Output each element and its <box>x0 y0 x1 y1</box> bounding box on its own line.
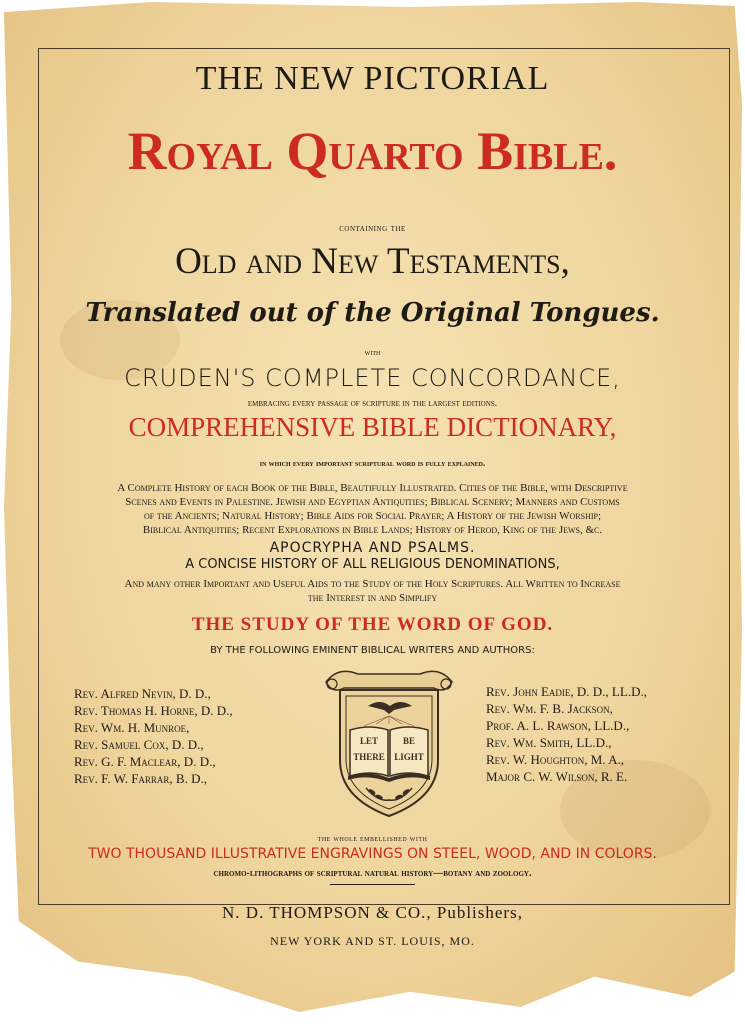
publisher-name: N. D. THOMPSON & CO., Publishers, <box>222 903 523 922</box>
open-bible-shield-emblem <box>318 660 460 820</box>
publisher-location: NEW YORK AND ST. LOUIS, MO. <box>270 934 475 948</box>
author-name: Rev. W. Houghton, M. A., <box>486 752 624 767</box>
author-name: Rev. Alfred Nevin, D. D., <box>74 686 211 701</box>
author-name: Major C. W. Wilson, R. E. <box>486 769 628 784</box>
testaments-heading: Old and New Testaments, <box>175 241 570 282</box>
engravings-line: TWO THOUSAND ILLUSTRATIVE ENGRAVINGS ON STEEL, WOOD, AND IN COLORS. <box>88 846 657 862</box>
author-name: Prof. A. L. Rawson, LL.D., <box>486 718 630 733</box>
book-text-let: LET <box>359 736 379 746</box>
book-text-there: THERE <box>353 752 385 762</box>
embellished-label: the whole embellished with <box>317 834 428 843</box>
divider-rule <box>330 884 415 885</box>
author-name: Rev. John Eadie, D. D., LL.D., <box>486 684 647 699</box>
author-name: Rev. Wm. H. Munroe, <box>74 720 190 735</box>
description-line: Scenes and Events in Palestine. Jewish and Egyptian Antiquities; Biblical Scenery; Manners and Customs <box>125 496 620 508</box>
translated-line: Translated out of the Original Tongues. <box>85 298 660 328</box>
authors-left-column <box>74 685 233 787</box>
author-name: Rev. Samuel Cox, D. D., <box>74 737 204 752</box>
in-which-line: in which every important scriptural word is fully explained. <box>259 458 486 468</box>
with-label: with <box>364 348 381 357</box>
concordance-heading: CRUDEN'S COMPLETE CONCORDANCE, <box>124 364 621 392</box>
concise-history-line: A CONCISE HISTORY OF ALL RELIGIOUS DENOMINATIONS, <box>185 557 560 572</box>
author-name: Rev. Wm. Smith, LL.D., <box>486 735 612 750</box>
many-aids-line: And many other Important and Useful Aids to the Study of the Holy Scriptures. All Written to Increase <box>124 578 621 590</box>
description-line: Biblical Antiquities; Recent Explorations in Bible Lands; History of Herod, King of the Jews, &c. <box>142 524 603 536</box>
description-line: of the Ancients; Natural History; Bible Aids for Social Prayer; A History of the Jewish Worship; <box>143 510 602 522</box>
many-aids-line: the Interest in and Simplify <box>307 592 438 604</box>
authors-right-column <box>486 683 647 785</box>
apocrypha-heading: APOCRYPHA AND PSALMS. <box>269 540 476 556</box>
book-text-light: LIGHT <box>394 752 424 762</box>
author-name: Rev. G. F. Maclear, D. D., <box>74 754 216 769</box>
author-name: Rev. Wm. F. B. Jackson, <box>486 701 613 716</box>
dictionary-heading: COMPREHENSIVE BIBLE DICTIONARY, <box>128 412 617 442</box>
author-name: Rev. Thomas H. Horne, D. D., <box>74 703 233 718</box>
chromo-line: chromo-lithographs of scriptural natural history—botany and zoology. <box>213 868 532 879</box>
main-title: Royal Quarto Bible. <box>127 121 618 181</box>
author-name: Rev. F. W. Farrar, B. D., <box>74 771 207 786</box>
study-heading: THE STUDY OF THE WORD OF GOD. <box>191 614 554 635</box>
authors-intro: BY THE FOLLOWING EMINENT BIBLICAL WRITERS AND AUTHORS: <box>210 645 535 656</box>
description-line: A Complete History of each Book of the Bible, Beautifully Illustrated. Cities of the Bible, with Descriptive <box>117 482 628 494</box>
book-text-be: BE <box>402 736 416 746</box>
embracing-line: embracing every passage of scripture in the largest editions. <box>247 398 498 409</box>
title-line-1: THE NEW PICTORIAL <box>195 60 550 97</box>
containing-label: containing the <box>339 223 406 234</box>
